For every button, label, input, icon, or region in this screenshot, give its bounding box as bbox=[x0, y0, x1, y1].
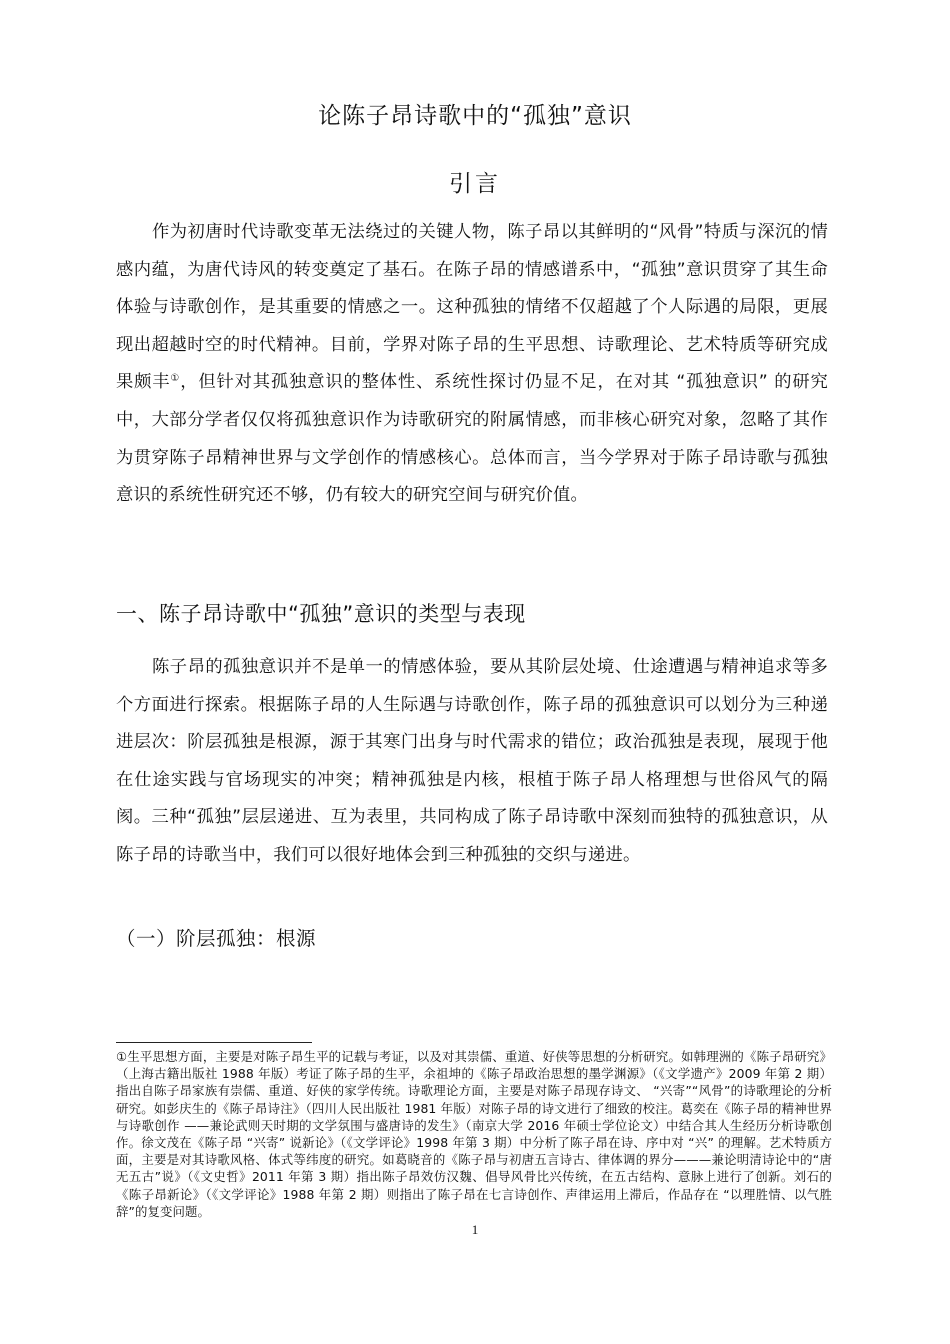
introduction-text: 作为初唐时代诗歌变革无法绕过的关键人物，陈子昂以其鲜明的“风骨”特质与深沉的情感内蕴，为唐代诗风的转变奠定了基石。在陈子昂的情感谱系中，“孤独”意识贯穿了其生命体验与诗歌创作，是其重要的情感之一。这种孤独的情绪不仅超越了个人际遇的局限，更展现出超越时空的时代精神。目前，学界对陈子昂的生平思想、诗歌理论、艺术特质等研究成果颇丰 bbox=[116, 222, 828, 393]
footnote: ①生平思想方面，主要是对陈子昂生平的记载与考证，以及对其崇儒、重道、好侠等思想的分析研究。如韩理洲的《陈子昂研究》（上海古籍出版社 1988 年版）考证了陈子昂的生平，余祖坤的《陈子昂政治思想的墨学渊源》（《文学遗产》2009 年第 2 期）指出自陈子昂家族有崇儒、重道、好侠的家学传统。诗歌理论方面，主要是对陈子昂现存诗文、 “兴寄”“风骨”的诗歌理论的分析研究。如彭庆生的《陈子昂诗注》（四川人民出版社 1981 年版）对陈子昂的诗文进行了细致的校注。葛奕在《陈子昂的精神世界与诗歌创作 ——兼论武则天时期的文学氛围与盛唐诗的发生》（南京大学 2016 年硕士学位论文）中结合其人生经历分析诗歌创作。徐文茂在《陈子昂 “兴寄” 说新论》（《文学评论》1998 年第 3 期）中分析了陈子昂在诗、序中对 “兴” 的理解。艺术特质方面，主要是对其诗歌风格、体式等纬度的研究。如葛晓音的《陈子昂与初唐五言诗古、律体调的界分———兼论明清诗论中的“唐无五古”说》（《文史哲》2011 年第 3 期）指出陈子昂效仿汉魏、倡导风骨比兴传统，在五古结构、意脉上进行了创新。刘石的《陈子昂新论》（《文学评论》1988 年第 2 期）则指出了陈子昂在七言诗创作、声律运用上滞后，作品存在 “以理胜情、以气胜辞”的复变问题。 bbox=[116, 1049, 832, 1219]
introduction-heading: 引言 bbox=[449, 171, 501, 197]
introduction-text-continued: ，但针对其孤独意识的整体性、系统性探讨仍显不足，在对其 “孤独意识” 的研究中，大部分学者仅仅将孤独意识作为诗歌研究的附属情感，而非核心研究对象，忽略了其作为贯穿陈子昂精神世界与文学创作的情感核心。总体而言，当今学界对于陈子昂诗歌与孤独意识的系统性研究还不够，仍有较大的研究空间与研究价值。 bbox=[116, 372, 828, 506]
page-number: 1 bbox=[471, 1222, 479, 1237]
subsection-heading: （一）阶层孤独：根源 bbox=[116, 927, 317, 950]
footnote-divider bbox=[116, 1042, 312, 1043]
footnote-reference[interactable]: ① bbox=[170, 373, 181, 385]
introduction-paragraph bbox=[116, 214, 828, 515]
section-paragraph: 陈子昂的孤独意识并不是单一的情感体验，要从其阶层处境、仕途遭遇与精神追求等多个方面进行探索。根据陈子昂的人生际遇与诗歌创作，陈子昂的孤独意识可以划分为三种递进层次：阶层孤独是根源，源于其寒门出身与时代需求的错位；政治孤独是表现，展现于他在仕途实践与官场现实的冲突；精神孤独是内核，根植于陈子昂人格理想与世俗风气的隔阂。三种“孤独”层层递进、互为表里，共同构成了陈子昂诗歌中深刻而独特的孤独意识，从陈子昂的诗歌当中，我们可以很好地体会到三种孤独的交织与递进。 bbox=[116, 657, 828, 865]
section-heading: 一、陈子昂诗歌中“孤独”意识的类型与表现 bbox=[116, 602, 526, 626]
document-title: 论陈子昂诗歌中的“孤独”意识 bbox=[318, 103, 632, 129]
